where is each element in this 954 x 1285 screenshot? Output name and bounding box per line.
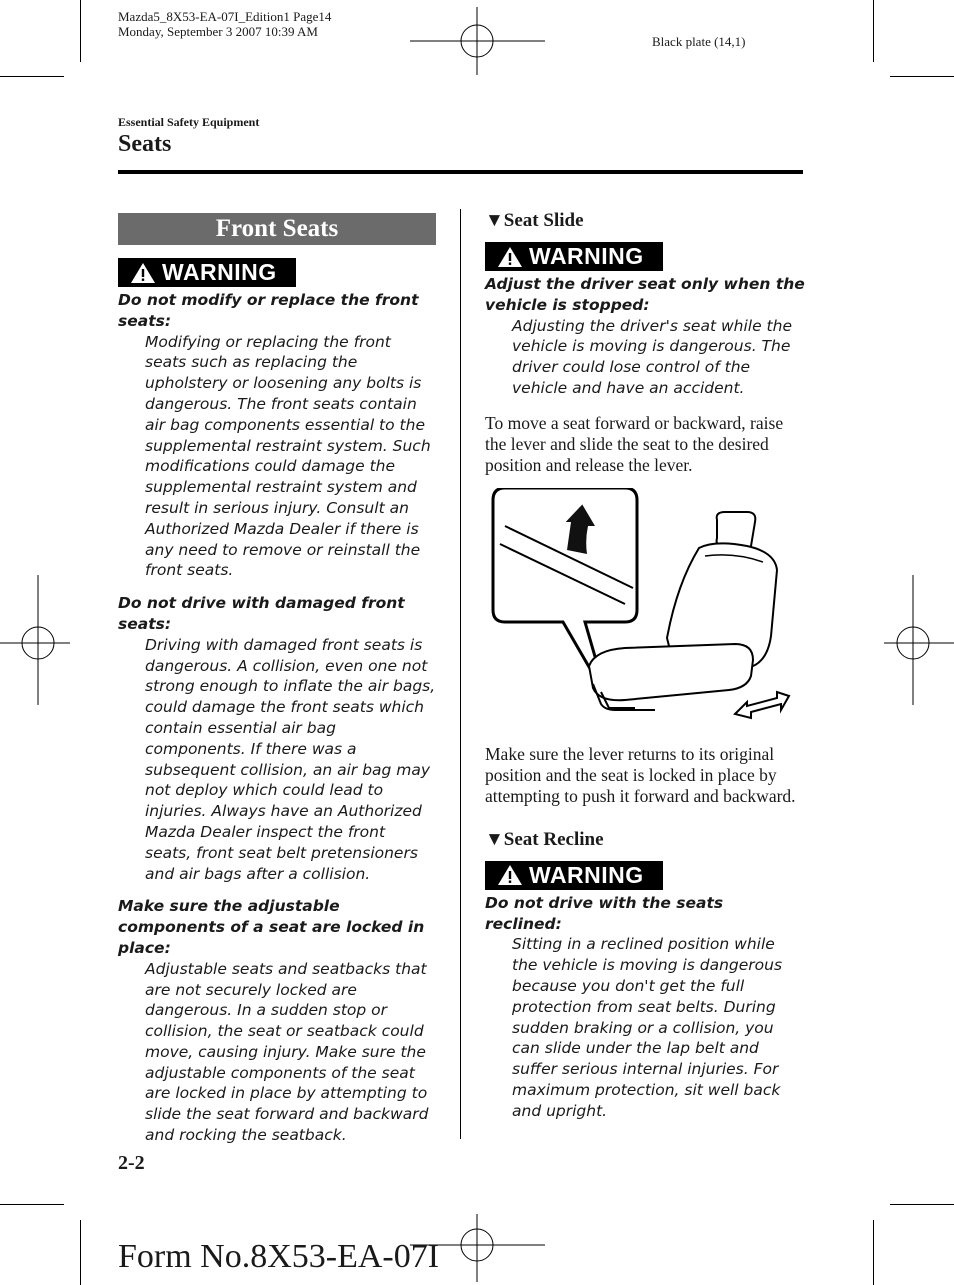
warning-lead: Adjust the driver seat only when the vehicle is stopped: <box>485 275 805 314</box>
warning-lead: Make sure the adjustable components of a seat are locked in place: <box>118 897 425 957</box>
column-divider <box>460 209 461 1139</box>
warning-text <box>118 290 436 1146</box>
warning-label: WARNING <box>529 861 644 888</box>
warning-lead: Do not modify or replace the front seats: <box>118 291 419 330</box>
print-header-line2: Monday, September 3 2007 10:39 AM <box>118 24 318 39</box>
warning-body: Adjustable seats and seatbacks that are not securely locked are dangerous. In a sudden stop or collision, the seat or seatback could move, causing injury. Make sure the adjustable components of the seat are locked in place by attempting to slide the seat forward and backward and rocking the seatback. <box>145 959 429 1145</box>
seat-slide-illustration <box>485 488 795 728</box>
warning-lead: Do not drive with damaged front seats: <box>118 594 405 633</box>
page-number: 2-2 <box>118 1152 145 1174</box>
warning-text <box>485 274 805 399</box>
warning-label: WARNING <box>529 243 644 269</box>
title-rule <box>118 170 803 174</box>
registration-mark-icon <box>0 575 70 705</box>
print-header-line1: Mazda5_8X53-EA-07I_Edition1 Page14 <box>118 9 332 24</box>
warning-body: Modifying or replacing the front seats such as replacing the upholstery or loosening any bolts is dangerous. The front seats contain air bag components essential to the supplemental restraint system. Such modifications could damage the supplemental restraint system and result in serious injury. Consult an Authorized Mazda Dealer if there is any need to remove or reinstall the front seats. <box>145 332 431 580</box>
warning-box <box>485 242 663 271</box>
warning-item <box>118 290 436 581</box>
left-column <box>118 213 436 1158</box>
page-title: Seats <box>118 131 172 157</box>
warning-triangle-icon <box>497 246 523 268</box>
front-seats-banner: Front Seats <box>118 213 436 245</box>
seat-recline-heading: ▼Seat Recline <box>485 828 604 850</box>
plate-label: Black plate (14,1) <box>652 34 746 49</box>
warning-body: Sitting in a reclined position while the vehicle is moving is dangerous because you don't get the full protection from seat belts. During sudden braking or a collision, you can slide under the lap belt and suffer serious internal injuries. For maximum protection, sit well back and upright. <box>512 935 783 1120</box>
warning-item <box>118 593 436 884</box>
registration-mark-icon <box>410 5 545 75</box>
print-header <box>118 9 331 39</box>
warning-body: Driving with damaged front seats is dangerous. A collision, even one not strong enough to inflate the air bags, could damage the front seats which contain essential air bag components. If there was a subsequent collision, an air bag may not deploy which could lead to injuries. Always have an Authorized Mazda Dealer inspect the front seats, front seat belt pretensioners and air bags after a collision. <box>145 635 436 883</box>
registration-mark-icon <box>884 575 954 705</box>
warning-box <box>485 861 663 890</box>
warning-triangle-icon <box>497 864 523 886</box>
warning-box <box>118 258 296 287</box>
warning-body: Adjusting the driver's seat while the vehicle is moving is dangerous. The driver could lose control of the vehicle and have an accident. <box>512 316 792 397</box>
seat-slide-paragraph: To move a seat forward or backward, raise the lever and slide the seat to the desired position and release the lever. <box>485 412 784 475</box>
warning-label: WARNING <box>162 259 277 285</box>
warning-triangle-icon <box>130 262 156 284</box>
warning-text <box>485 893 805 1122</box>
section-category: Essential Safety Equipment <box>118 115 260 129</box>
warning-item <box>118 896 436 1146</box>
seat-slide-heading: ▼Seat Slide <box>485 210 584 231</box>
right-column <box>485 210 805 1122</box>
seat-slide-paragraph: Make sure the lever returns to its original position and the seat is locked in place by attempting to push it forward and backward. <box>485 743 796 806</box>
warning-lead: Do not drive with the seats reclined: <box>485 893 724 933</box>
form-number: Form No.8X53-EA-07I <box>118 1238 440 1275</box>
